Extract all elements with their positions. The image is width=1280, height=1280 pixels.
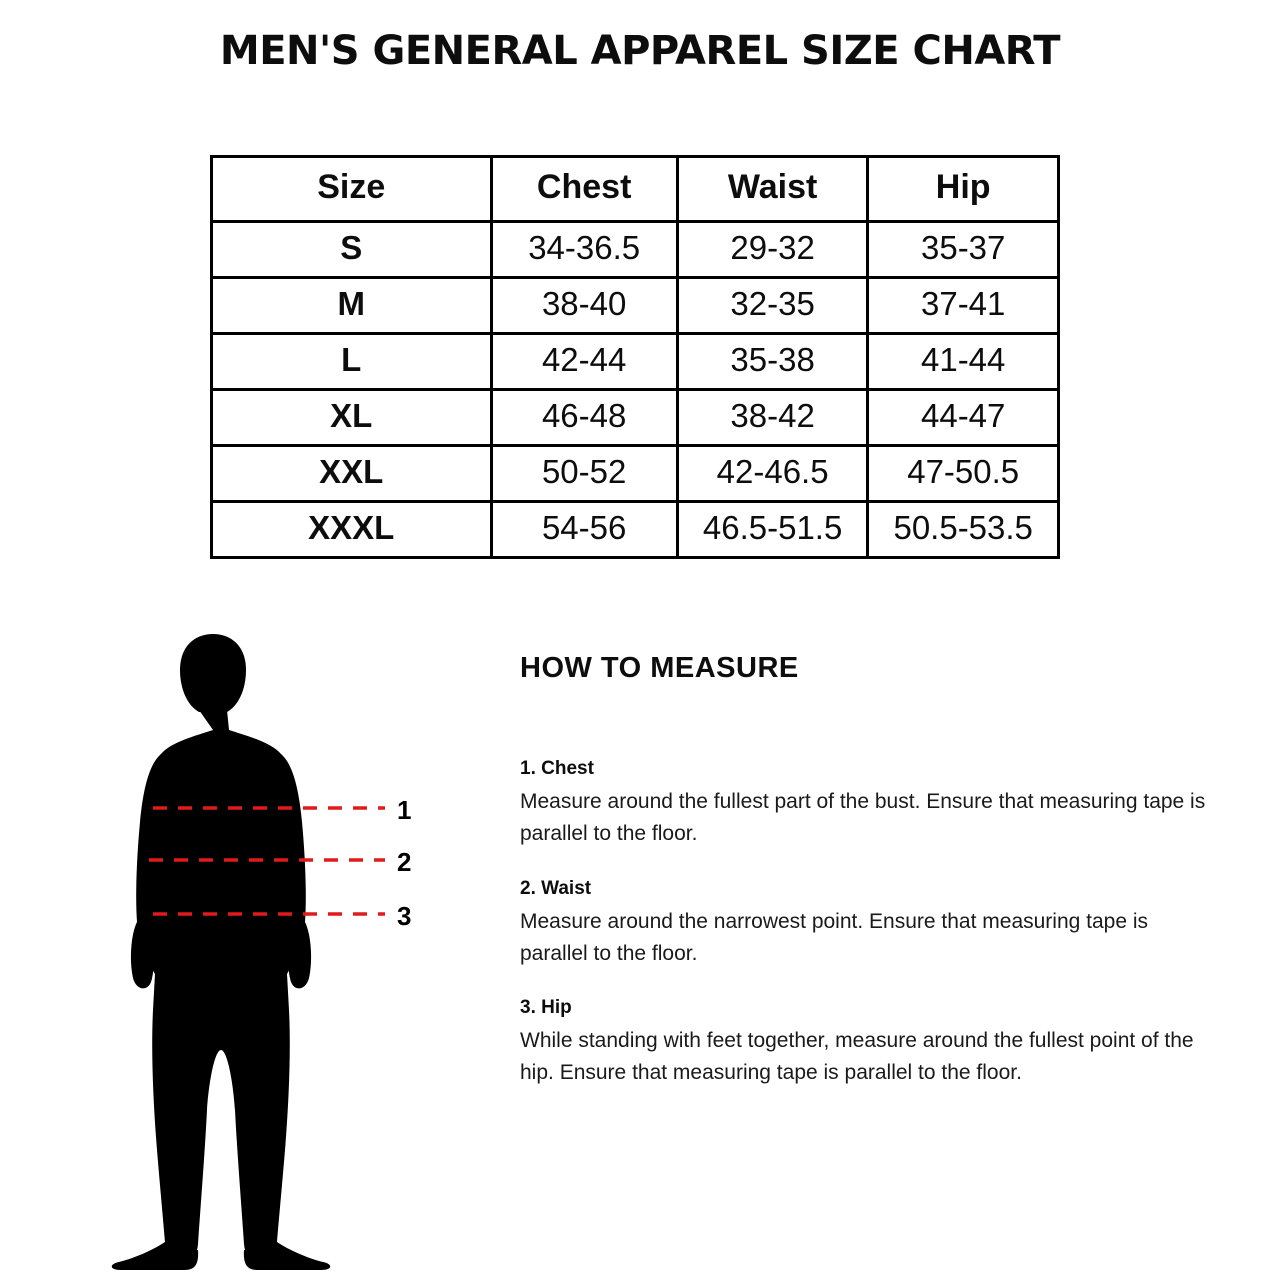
how-to-measure-heading: 1. Chest xyxy=(520,758,594,779)
cell-waist: 38-42 xyxy=(677,390,868,446)
cell-chest: 34-36.5 xyxy=(491,222,677,278)
table-row xyxy=(212,278,1059,334)
cell-size: M xyxy=(212,278,492,334)
cell-size: XXXL xyxy=(212,502,492,558)
how-to-measure-body: Measure around the narrowest point. Ensure that measuring tape is parallel to the floor. xyxy=(520,910,1149,965)
cell-chest: 38-40 xyxy=(491,278,677,334)
how-to-measure-item-hip xyxy=(520,997,1210,1088)
page-title: MEN'S GENERAL APPAREL SIZE CHART xyxy=(219,28,1061,74)
cell-chest: 46-48 xyxy=(491,390,677,446)
measurement-diagram xyxy=(75,630,455,1270)
cell-hip: 41-44 xyxy=(868,334,1059,390)
cell-size: XXL xyxy=(212,446,492,502)
cell-hip: 44-47 xyxy=(868,390,1059,446)
column-header-chest: Chest xyxy=(491,157,677,222)
cell-hip: 47-50.5 xyxy=(868,446,1059,502)
how-to-measure-item-waist xyxy=(520,878,1210,969)
body-silhouette-icon xyxy=(112,634,331,1270)
table-row xyxy=(212,502,1059,558)
how-to-measure-heading: 2. Waist xyxy=(520,878,592,899)
cell-size: XL xyxy=(212,390,492,446)
cell-hip: 50.5-53.5 xyxy=(868,502,1059,558)
cell-waist: 42-46.5 xyxy=(677,446,868,502)
table-header-row xyxy=(212,157,1059,222)
how-to-measure-body: Measure around the fullest part of the bust. Ensure that measuring tape is parallel to the floor. xyxy=(520,790,1206,845)
how-to-measure-item-chest xyxy=(520,758,1210,849)
cell-waist: 32-35 xyxy=(677,278,868,334)
cell-chest: 54-56 xyxy=(491,502,677,558)
how-to-measure-body: While standing with feet together, measure around the fullest point of the hip. Ensure that measuring tape is parallel to the floor. xyxy=(520,1029,1194,1084)
table-row xyxy=(212,390,1059,446)
cell-size: L xyxy=(212,334,492,390)
column-header-hip: Hip xyxy=(868,157,1059,222)
how-to-measure-title: HOW TO MEASURE xyxy=(520,652,799,684)
marker-label-2: 2 xyxy=(397,847,412,877)
marker-label-3: 3 xyxy=(397,901,412,931)
cell-hip: 37-41 xyxy=(868,278,1059,334)
cell-hip: 35-37 xyxy=(868,222,1059,278)
column-header-waist: Waist xyxy=(677,157,868,222)
table-row xyxy=(212,446,1059,502)
cell-chest: 50-52 xyxy=(491,446,677,502)
cell-chest: 42-44 xyxy=(491,334,677,390)
column-header-size: Size xyxy=(212,157,492,222)
cell-size: S xyxy=(212,222,492,278)
marker-label-1: 1 xyxy=(397,795,412,825)
how-to-measure-heading: 3. Hip xyxy=(520,997,572,1018)
cell-waist: 35-38 xyxy=(677,334,868,390)
cell-waist: 29-32 xyxy=(677,222,868,278)
size-chart-table xyxy=(210,155,1060,559)
size-chart-table-container xyxy=(210,155,1060,559)
table-row xyxy=(212,222,1059,278)
cell-waist: 46.5-51.5 xyxy=(677,502,868,558)
table-row xyxy=(212,334,1059,390)
